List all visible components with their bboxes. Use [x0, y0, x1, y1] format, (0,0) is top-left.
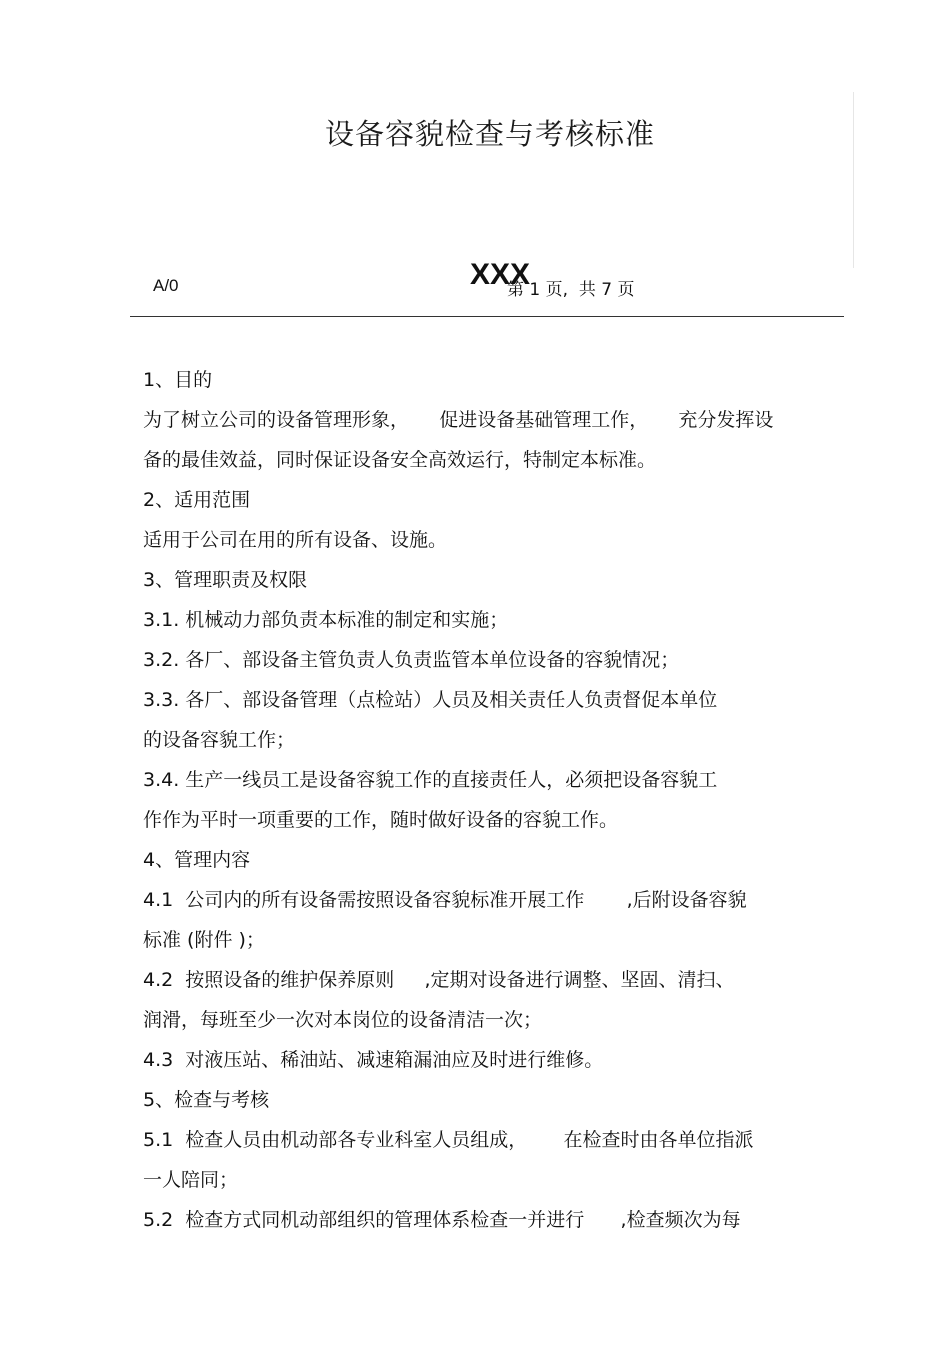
margin-rule — [853, 92, 854, 268]
section-heading: 1、目的 — [143, 369, 213, 391]
clause-line: 5.1 检查人员由机动部各专业科室人员组成， 在检查时由各单位指派 — [143, 1129, 754, 1151]
paragraph-line: 适用于公司在用的所有设备、设施。 — [143, 529, 448, 551]
paragraph-line: 备的最佳效益，同时保证设备安全高效运行，特制定本标准。 — [143, 449, 657, 471]
clause-line: 3.3. 各厂、部设备管理（点检站）人员及相关责任人负责督促本单位 — [143, 689, 718, 711]
section-heading: 3、管理职责及权限 — [143, 569, 308, 591]
paragraph-line: 为了树立公司的设备管理形象， 促进设备基础管理工作， 充分发挥设 — [143, 409, 774, 431]
clause-line: 4.3 对液压站、稀油站、减速箱漏油应及时进行维修。 — [143, 1049, 604, 1071]
page-info: 第 1 页, 共 7 页 — [507, 280, 635, 300]
company-name: XXX — [470, 258, 531, 291]
clause-line: 3.1. 机械动力部负责本标准的制定和实施； — [143, 609, 509, 631]
clause-line: 3.2. 各厂、部设备主管负责人负责监管本单位设备的容貌情况； — [143, 649, 680, 671]
clause-line: 的设备容貌工作； — [143, 729, 296, 751]
clause-line: 一人陪同； — [143, 1169, 239, 1191]
clause-line: 5.2 检查方式同机动部组织的管理体系检查一并进行 ,检查频次为每 — [143, 1209, 741, 1231]
clause-line: 润滑，每班至少一次对本岗位的设备清洁一次； — [143, 1009, 543, 1031]
clause-line: 4.2 按照设备的维护保养原则 ,定期对设备进行调整、坚固、清扫、 — [143, 969, 735, 991]
document-body — [143, 360, 813, 1240]
section-heading: 4、管理内容 — [143, 849, 251, 871]
section-heading: 2、适用范围 — [143, 489, 251, 511]
document-title: 设备容貌检查与考核标准 — [324, 117, 655, 151]
clause-line: 4.1 公司内的所有设备需按照设备容貌标准开展工作 ,后附设备容貌 — [143, 889, 747, 911]
clause-line: 作作为平时一项重要的工作，随时做好设备的容貌工作。 — [143, 809, 619, 831]
header-divider — [130, 316, 844, 317]
revision-number: A/0 — [153, 276, 179, 295]
section-heading: 5、检查与考核 — [143, 1089, 270, 1111]
clause-line: 标准 (附件 )； — [143, 929, 265, 951]
clause-line: 3.4. 生产一线员工是设备容貌工作的直接责任人，必须把设备容貌工 — [143, 769, 718, 791]
